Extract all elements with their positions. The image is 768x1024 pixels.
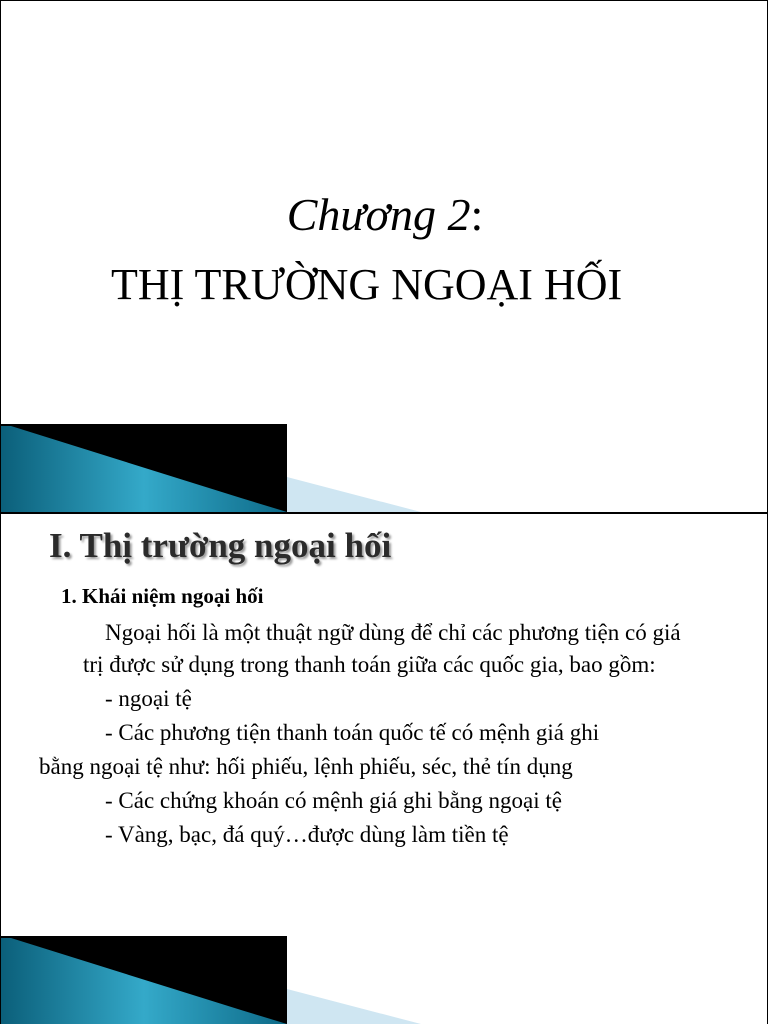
body-line: - ngoại tệ <box>105 686 192 711</box>
body-line: - Các phương tiện thanh toán quốc tế có mệnh giá ghi <box>105 720 600 745</box>
body-line: - Các chứng khoán có mệnh giá ghi bằng ngoại tệ <box>105 788 563 813</box>
corner-decoration-graphic <box>1 422 768 512</box>
body-line: bằng ngoại tệ như: hối phiếu, lệnh phiếu, séc, thẻ tín dụng <box>39 754 573 779</box>
content-slide <box>0 512 768 1024</box>
section-title: I. Thị trường ngoại hối <box>49 526 392 565</box>
subheading: 1. Khái niệm ngoại hối <box>61 584 264 608</box>
body-line: - Vàng, bạc, đá quý…được dùng làm tiền tệ <box>105 822 509 847</box>
chapter-colon: : <box>470 189 484 240</box>
chapter-title: THỊ TRƯỜNG NGOẠI HỐI <box>111 260 623 309</box>
chapter-heading <box>1 187 768 243</box>
corner-decoration-graphic <box>1 934 768 1024</box>
body-line: Ngoại hối là một thuật ngữ dùng để chỉ các phương tiện có giá <box>105 620 681 645</box>
body-line: trị được sử dụng trong thanh toán giữa các quốc gia, bao gồm: <box>83 652 656 677</box>
chapter-label: Chương 2 <box>286 189 471 240</box>
